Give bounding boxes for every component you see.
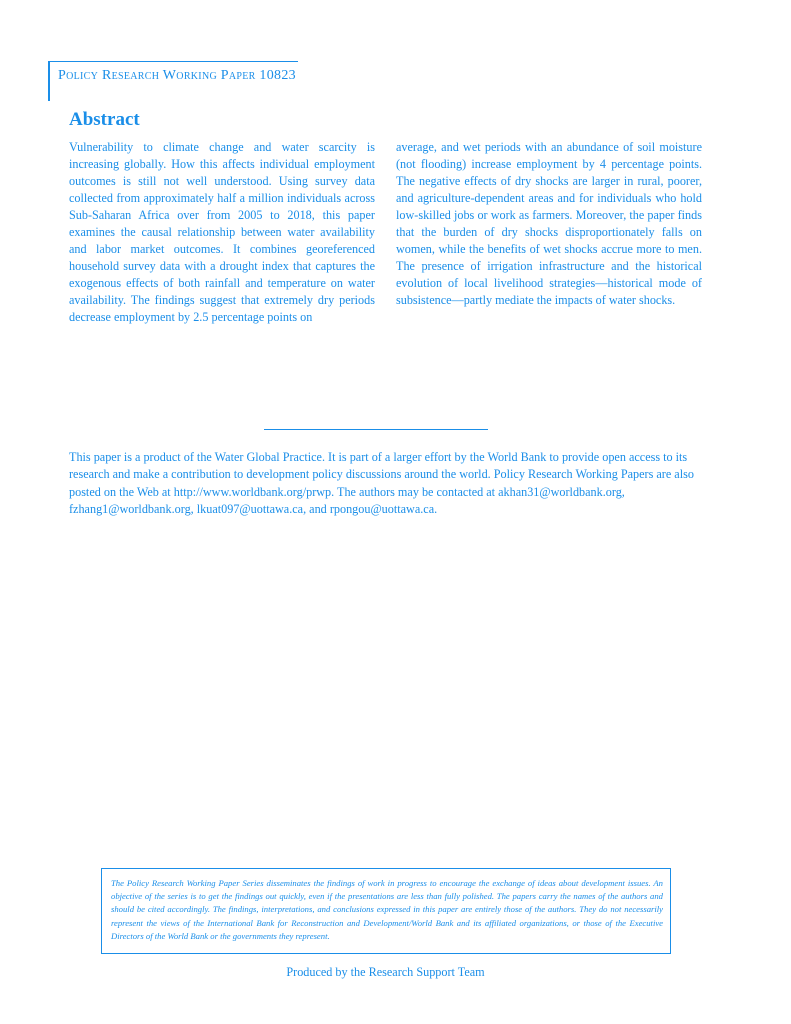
product-note: This paper is a product of the Water Global Practice. It is part of a larger effort by the World Bank to provide open access to its research and make a contribution to development policy discussions around the world. Policy Research Working Papers are also posted on the Web at http://www.worldbank.org/prwp. The authors may be contacted at akhan31@worldbank.org, fzhang1@worldbank.org, lkuat097@uottawa.ca, and rpongou@uottawa.ca. xyxy=(69,450,694,516)
series-title: Policy Research Working Paper 10823 xyxy=(58,68,296,83)
disclaimer-box xyxy=(101,868,671,954)
disclaimer-text: The Policy Research Working Paper Series disseminates the findings of work in progress to encourage the exchange of ideas about development issues. An objective of the series is to get the findings out quickly, even if the presentations are less than fully polished. The papers carry the names of the authors and should be cited accordingly. The findings, interpretations, and conclusions expressed in this paper are entirely those of the authors. They do not necessarily represent the views of the International Bank for Reconstruction and Development/World Bank and its affiliated organizations, or those of the Executive Directors of the World Bank or the governments they represent. xyxy=(111,878,663,941)
series-header xyxy=(48,61,298,101)
section-divider xyxy=(264,429,488,430)
abstract-heading: Abstract xyxy=(69,109,140,130)
abstract-column-right: average, and wet periods with an abundance of soil moisture (not flooding) increase employment by 4 percentage points. The negative effects of dry shocks are larger in rural, poorer, and agriculture-dependent areas and for individuals who hold low-skilled jobs or work as farmers. Moreover, the paper finds that the burden of dry shocks disproportionately falls on women, while the benefits of wet shocks accrue more to men. The presence of irrigation infrastructure and the historical evolution of local livelihood strategies—historical mode of subsistence—partly mediate the impacts of water shocks. xyxy=(396,140,702,308)
produced-by-footer: Produced by the Research Support Team xyxy=(286,965,485,979)
abstract-column-left: Vulnerability to climate change and water scarcity is increasing globally. How this affects individual employment outcomes is still not well understood. Using survey data collected from approximately half a million individuals across Sub-Saharan Africa over from 2005 to 2018, this paper examines the causal relationship between water availability and labor market outcomes. It combines georeferenced household survey data with a drought index that captures the exogenous effects of both rainfall and temperature on water availability. The findings suggest that extremely dry periods decrease employment by 2.5 percentage points on xyxy=(69,140,375,325)
